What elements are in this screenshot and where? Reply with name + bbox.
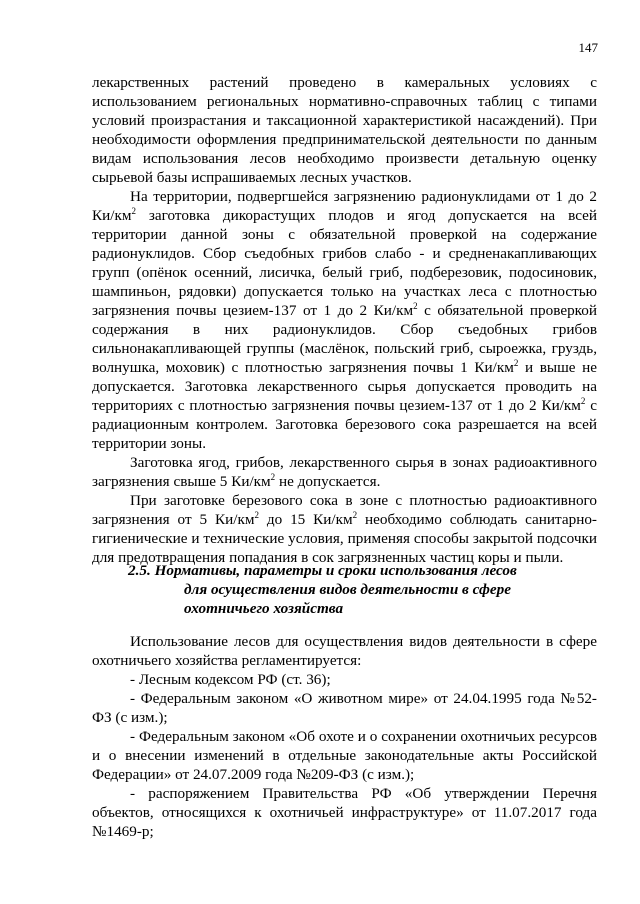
paragraph-birch-sap: При заготовке березового сока в зоне с плотностью радиоактивного загрязнения от 5 $Ки/км^2$ до 15 $Ки/км^2$ необходимо соблюдать санитарно-гигиенические и технические условия, применяя способы закрытой подсочки для предотвращения попадания в сок загрязненных частиц коры и пыли. xyxy=(92,492,597,566)
list-item: - распоряжением Правительства РФ «Об утверждении Перечня объектов, относящихся к охотничьей инфраструктуре» от 11.07.2017 года №1469-р; xyxy=(92,785,597,840)
paragraph-harvest-restriction: Заготовка ягод, грибов, лекарственного сырья в зонах радиоактивного загрязнения свыше 5 $Ки/км^2$ не допускается. xyxy=(92,454,597,490)
body-text xyxy=(92,73,597,567)
list-item: - Федеральным законом «О животном мире» от 24.04.1995 года №52-ФЗ (с изм.); xyxy=(92,690,597,726)
list-item: - Федеральным законом «Об охоте и о сохранении охотничьих ресурсов и о внесении изменений в отдельные законодательные акты Российской Федерации» от 24.07.2009 года №209-ФЗ (с изм.); xyxy=(92,728,597,783)
section-intro: Использование лесов для осуществления видов деятельности в сфере охотничьего хозяйства регламентируется: xyxy=(92,633,597,669)
paragraph-continuation: лекарственных растений проведено в камеральных условиях с использованием региональных нормативно-справочных таблиц с типами условий произрастания и таксационной характеристикой насаждений). При необходимости оформления предпринимательской деятельности по данным видам использования лесов необходимо произвести детальную оценку сырьевой базы испрашиваемых лесных участков. xyxy=(92,74,597,186)
list-item: - Лесным кодексом РФ (ст. 36); xyxy=(130,671,331,688)
paragraph-radionuclide-territory: На территории, подвергшейся загрязнению радионуклидами от 1 до 2 $Ки/км^2$ заготовка дикорастущих плодов и ягод допускается на всей территории данной зоны с обязательной проверкой на содержание радионуклидов. Сбор съедобных грибов слабо - и средненакапливающих групп (опёнок осенний, лисичка, белый гриб, подберезовик, подосиновик, шампиньон, рядовки) допускается только на участках леса с плотностью загрязнения почвы цезием-137 от 1 до 2 $Ки/км^2$ с обязательной проверкой содержания в них радионуклидов. Сбор съедобных грибов сильнонакапливающей группы (маслёнок, польский гриб, сыроежка, груздь, волнушка, моховик) с плотностью загрязнения почвы 1 $Ки/км^2$ и выше не допускается. Заготовка лекарственного сырья допускается проводить на территориях с плотностью загрязнения почвы цезием-137 от 1 до 2 $Ки/км^2$ с радиационным контролем. Заготовка березового сока разрешается на всей территории зоны. xyxy=(92,188,597,452)
heading-line-3: охотничьего хозяйства xyxy=(184,600,344,617)
page-number: 147 xyxy=(578,40,598,55)
heading-line-2: для осуществления видов деятельности в сфере xyxy=(184,581,511,598)
heading-line-1: 2.5. Нормативы, параметры и сроки использования лесов xyxy=(128,562,517,579)
section-body xyxy=(92,632,597,841)
section-heading xyxy=(92,561,597,618)
